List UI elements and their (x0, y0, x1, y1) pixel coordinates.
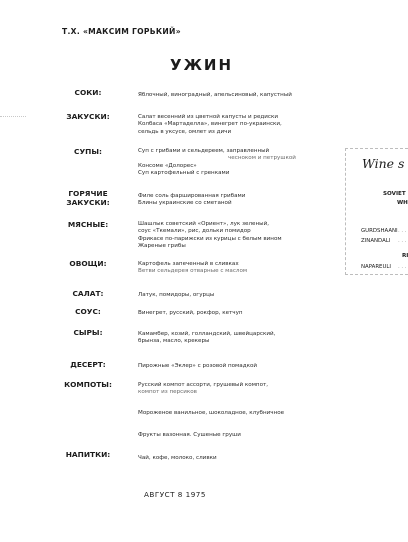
wine-list-card (345, 148, 408, 275)
section-label-vegetables: ОВОЩИ: (69, 259, 107, 268)
menu-item: компот из персиков (138, 389, 197, 396)
menu-item: Колбаса «Мартаделла», винегрет по-украински, (138, 121, 282, 128)
menu-item: Суп с грибами и сельдереем, заправленный (138, 148, 270, 154)
soups-list (138, 148, 343, 178)
hot-appetizers-list (138, 193, 343, 208)
menu-item: Консоме «Долорес» (138, 162, 197, 169)
menu-item: Жареные грибы (138, 243, 186, 250)
drinks-list (138, 455, 343, 462)
section-label-appetizers: ЗАКУСКИ: (66, 112, 110, 121)
menu-item: Блины украинские со сметаной (138, 200, 232, 207)
section-label-sauce: СОУС: (75, 307, 101, 316)
menu-item: Русский компот ассорти, грушевый компот, (138, 382, 269, 388)
cheese-list (138, 331, 343, 346)
wine-item: NAPAREULI (361, 264, 392, 270)
menu-item: соус «Ткемали», рис, дольки помидор (138, 228, 251, 235)
wine-item-dots: . . . (398, 264, 407, 270)
menu-item: Суп картофельный с гренками (138, 170, 230, 177)
section-label-cheese: СЫРЫ: (73, 328, 103, 337)
wine-list-subtitle: WH (397, 200, 408, 206)
salad-list (138, 292, 343, 299)
menu-item: Яблочный, виноградный, апельсиновый, капустный (138, 92, 292, 98)
menu-date: АВГУСТ 8 1975 (144, 490, 206, 499)
ship-name: Т.Х. «МАКСИМ ГОРЬКИЙ» (62, 27, 181, 36)
appetizers-list (138, 114, 343, 136)
fruits-list (138, 432, 343, 439)
margin-mark (0, 116, 26, 117)
menu-item: Салат весенний из цветной капусты и редиски (138, 114, 278, 120)
wine-item: GURDSHAANI (361, 228, 398, 234)
menu-item: чесноком и петрушкой (228, 155, 296, 162)
menu-item: Винегрет, русский, рокфор, кетчуп (138, 310, 243, 316)
dessert-list (138, 363, 343, 370)
section-label-compotes: КОМПОТЫ: (64, 380, 112, 389)
menu-item: Филе соль фаршированная грибами (138, 193, 246, 199)
wine-list-subtitle: RI (402, 253, 408, 259)
menu-item: Ветви сельдерея отварные с маслом (138, 268, 248, 275)
meat-list (138, 221, 343, 251)
ice-cream-list (138, 410, 343, 417)
menu-item: Фрукты вазонная. Сушеные груши (138, 432, 241, 438)
menu-title: УЖИН (170, 56, 234, 74)
menu-item: Латук, помидоры, огурцы (138, 292, 215, 298)
menu-item: Пирожные «Эклер» с розовой помадкой (138, 363, 258, 369)
section-label-hot-appetizers: ГОРЯЧИЕ ЗАКУСКИ: (66, 189, 110, 207)
wine-item-dots: . . . (398, 228, 407, 234)
sauce-list (138, 310, 343, 317)
wine-item: ZINANDALI (361, 238, 391, 244)
menu-item: Чай, кофе, молоко, сливки (138, 455, 217, 461)
juices-list (138, 92, 343, 99)
compotes-list (138, 382, 343, 397)
section-label-meat: МЯСНЫЕ: (67, 220, 109, 229)
menu-item: Мороженое ванильное, шоколадное, клубничное (138, 410, 285, 416)
wine-item-dots: . . . (398, 238, 407, 244)
menu-item: Картофель запеченный в сливках (138, 261, 239, 267)
section-label-salad: САЛАТ: (72, 289, 104, 298)
menu-item: брынза, масло, крекеры (138, 338, 210, 345)
section-label-soups: СУПЫ: (74, 147, 102, 156)
menu-item: Камамбер, козий, голландский, швейцарский, (138, 331, 276, 337)
section-label-dessert: ДЕСЕРТ: (70, 360, 106, 369)
vegetables-list (138, 261, 343, 276)
section-label-juices: СОКИ: (74, 88, 102, 97)
menu-item: Шашлык советский «Ориент», лук зеленый, (138, 221, 269, 227)
wine-list-subtitle: SOVIET (383, 191, 406, 197)
section-label-drinks: НАПИТКИ: (65, 450, 111, 459)
menu-item: сельдь в уксусе, омлет из дичи (138, 128, 232, 135)
wine-list-title: Wine s (362, 156, 405, 171)
menu-item: Фрикасе по-парижски из курицы с белым вином (138, 235, 282, 242)
